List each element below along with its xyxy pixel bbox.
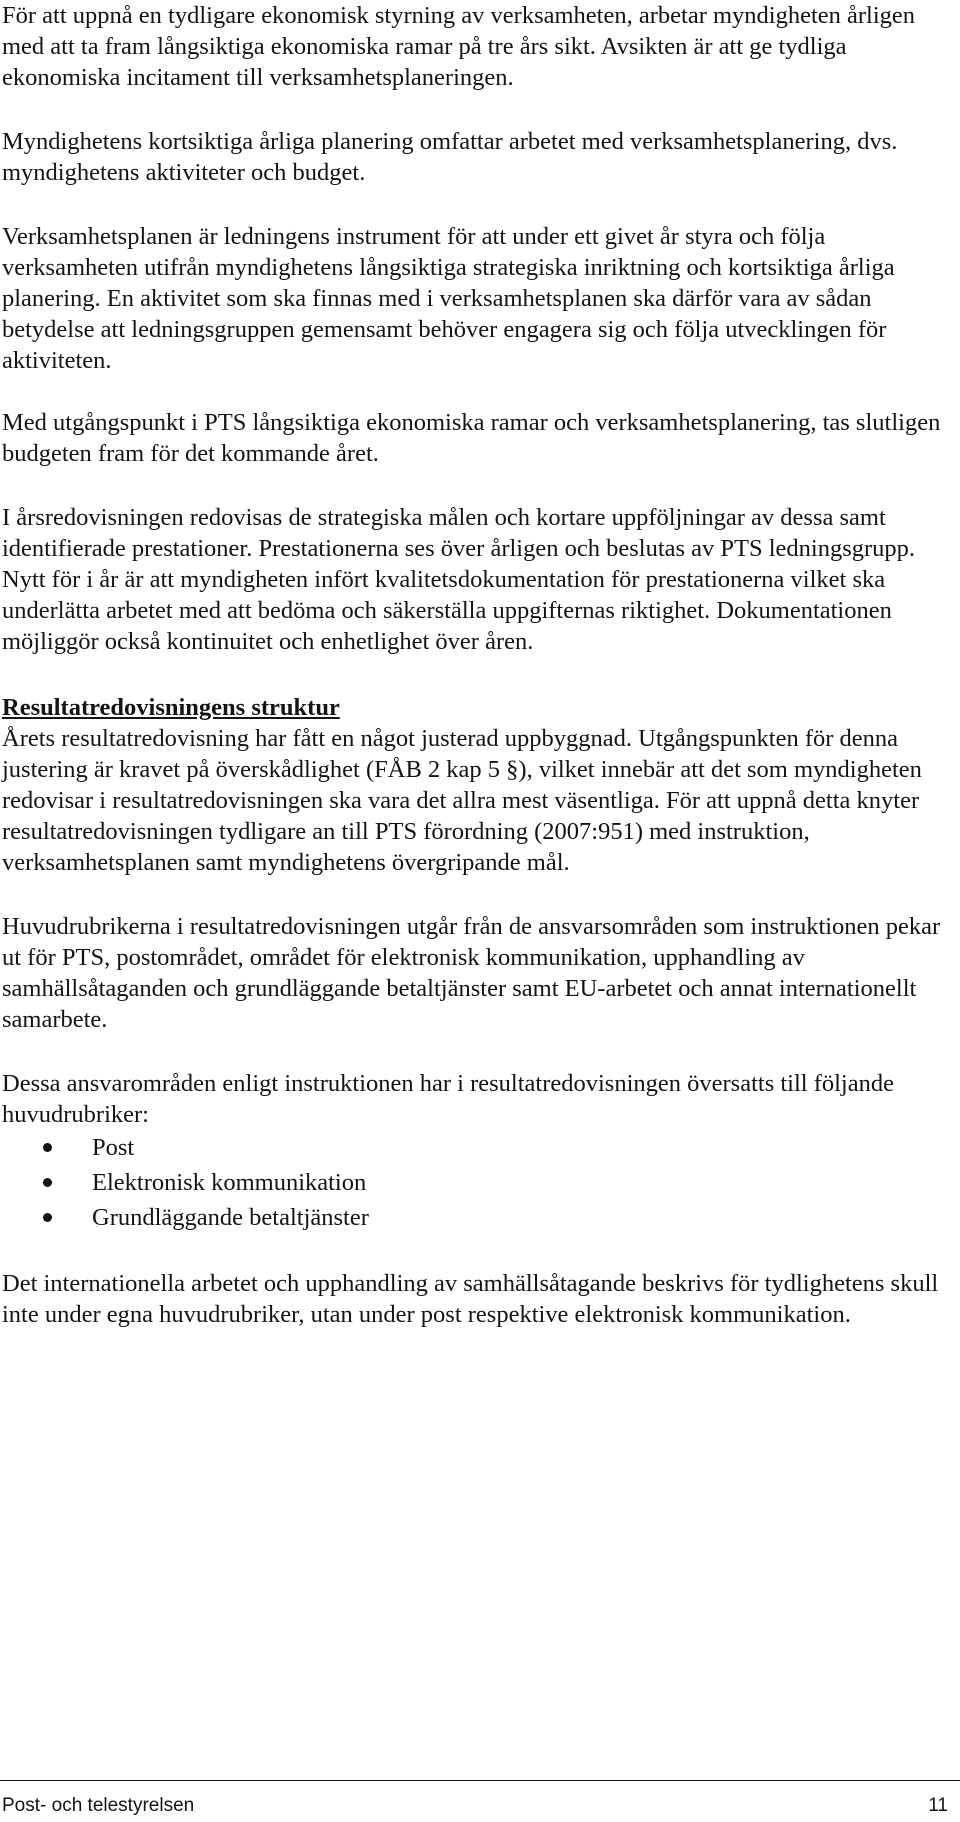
page-number: 11 — [928, 1795, 948, 1816]
page-body — [2, 0, 942, 1330]
page-footer — [0, 1780, 960, 1816]
list-item — [2, 1200, 942, 1235]
list-item-label: Post — [92, 1134, 135, 1161]
section-heading: Resultatredovisningens struktur — [2, 694, 340, 721]
bullet-icon — [43, 1143, 52, 1152]
bullet-list — [2, 1130, 942, 1235]
paragraph-international-work: Det internationella arbetet och upphandling av samhällsåtagande beskrivs för tydlighetens skull inte under egna huvudrubriker, utan under post respektive elektronisk kommunikation. — [2, 1270, 939, 1328]
list-item — [2, 1165, 942, 1200]
footer-organization: Post- och telestyrelsen — [2, 1795, 195, 1816]
bullet-icon — [43, 1213, 52, 1222]
paragraph-operational-plan: Verksamhetsplanen är ledningens instrument för att under ett givet år styra och följa verksamheten utifrån myndighetens långsiktiga strategiska inriktning och kortsiktiga årliga planering. En aktivitet som ska finnas med i verksamhetsplanen ska därför vara av sådan betydelse att ledningsgruppen gemensamt behöver engagera sig och följa utvecklingen för aktiviteten. — [2, 223, 895, 374]
bullet-icon — [43, 1178, 52, 1187]
list-item-label: Elektronisk kommunikation — [92, 1169, 367, 1196]
paragraph-annual-report: I årsredovisningen redovisas de strategiska målen och kortare uppföljningar av dessa samt identifierade prestationer. Prestationerna ses över årligen och beslutas av PTS ledningsgrupp. Nytt för i år är att myndigheten infört kvalitetsdokumentation för prestationerna vilket ska underlätta arbetet med att bedöma och säkerställa uppgifternas riktighet. Dokumentationen möjliggör också kontinuitet och enhetlighet över åren. — [2, 504, 916, 655]
paragraph-budget: Med utgångspunkt i PTS långsiktiga ekonomiska ramar och verksamhetsplanering, tas slutligen budgeten fram för det kommande året. — [2, 409, 941, 467]
list-item — [2, 1130, 942, 1165]
paragraph-main-headings: Huvudrubrikerna i resultatredovisningen utgår från de ansvarsområden som instruktionen pekar ut för PTS, postområdet, området för elektronisk kommunikation, upphandling av samhällsåtaganden och grundläggande betaltjänster samt EU-arbetet och annat internationellt samarbete. — [2, 913, 941, 1033]
paragraph-short-term-planning: Myndighetens kortsiktiga årliga planering omfattar arbetet med verksamhetsplanering, dvs. myndighetens aktiviteter och budget. — [2, 128, 898, 186]
paragraph-report-structure: Årets resultatredovisning har fått en något justerad uppbyggnad. Utgångspunkten för denna justering är kravet på överskådlighet (FÅB 2 kap 5 §), vilket innebär att det som myndigheten redovisar i resultatredovisningen ska vara det allra mest väsentliga. För att uppnå detta knyter resultatredovisningen tydligare an till PTS förordning (2007:951) med instruktion, verksamhetsplanen samt myndighetens övergripande mål. — [2, 725, 922, 876]
paragraph-long-term-economic-frames: För att uppnå en tydligare ekonomisk styrning av verksamheten, arbetar myndigheten årligen med att ta fram långsiktiga ekonomiska ramar på tre års sikt. Avsikten är att ge tydliga ekonomiska incitament till verksamhetsplaneringen. — [2, 2, 916, 91]
paragraph-responsibility-areas: Dessa ansvarområden enligt instruktionen har i resultatredovisningen översatts till följande huvudrubriker: — [2, 1070, 894, 1128]
list-item-label: Grundläggande betaltjänster — [92, 1204, 369, 1231]
